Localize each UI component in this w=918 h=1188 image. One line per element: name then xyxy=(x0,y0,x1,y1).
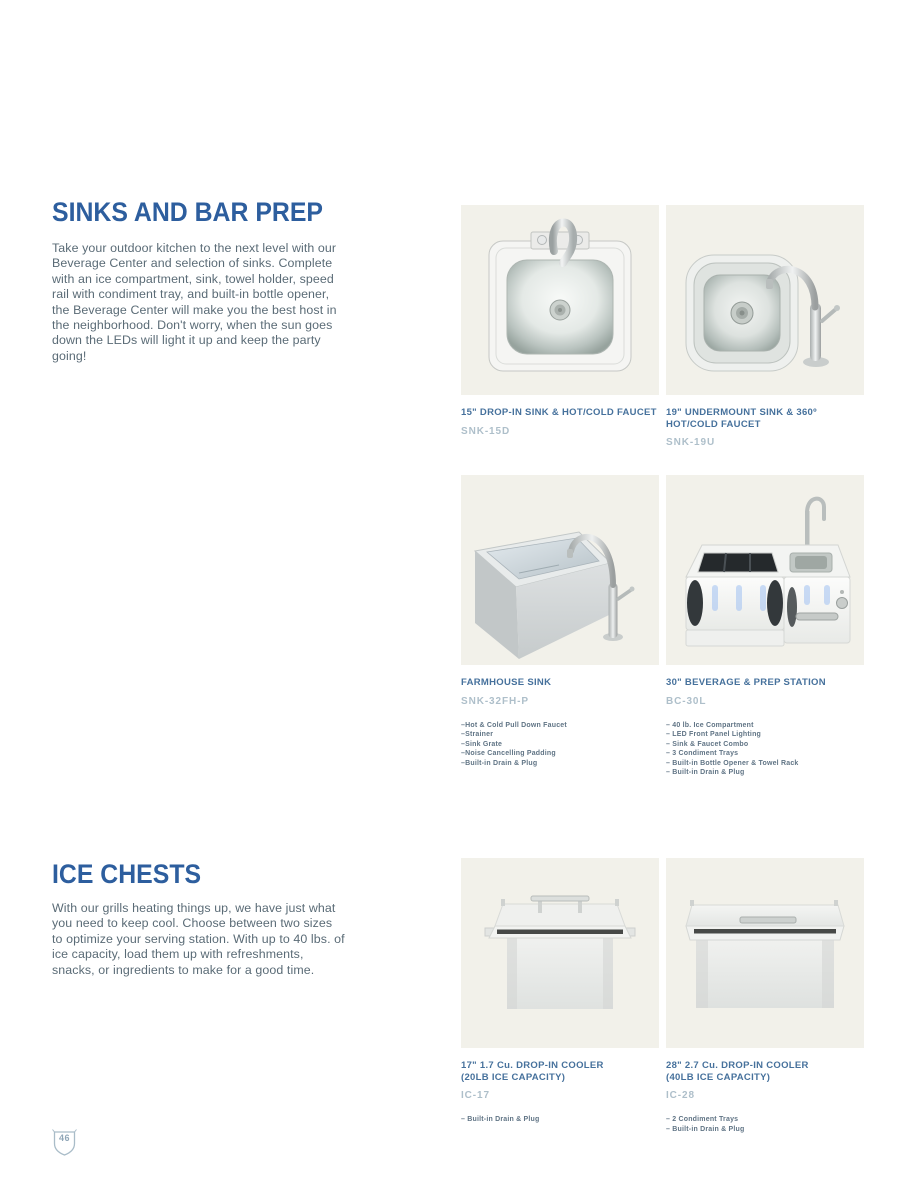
feature-item: – 2 Condiment Trays xyxy=(666,1116,739,1123)
product-card-ic-28 xyxy=(666,858,881,1134)
feature-item: –Strainer xyxy=(461,731,494,739)
product-name: 15" DROP-IN SINK & HOT/COLD FAUCET xyxy=(461,407,657,418)
drop-in-cooler-28-illustration xyxy=(666,858,864,1048)
drop-in-cooler-17-illustration xyxy=(461,858,659,1048)
section-description-ice-chests: With our grills heating things up, we have just what you need to keep cool. Choose between two sizes to optimize your serving station. With up to 40 lbs. of ice capacity, load them up with refreshments, snacks, or ingredients to make for a good time. xyxy=(52,901,345,977)
feature-item: – 40 lb. Ice Compartment xyxy=(666,721,754,729)
product-photo-cooler-17 xyxy=(461,858,659,1048)
feature-item: –Sink Grate xyxy=(461,740,503,748)
product-photo-cooler-28 xyxy=(666,858,864,1048)
feature-item: – Sink & Faucet Combo xyxy=(666,740,749,748)
feature-item: – 3 Condiment Trays xyxy=(666,750,739,758)
drop-in-sink-illustration xyxy=(461,205,659,395)
undermount-sink-illustration xyxy=(666,205,864,395)
product-name: 19" UNDERMOUNT SINK & 360º HOT/COLD FAUCET xyxy=(666,407,817,430)
beverage-station-illustration xyxy=(666,475,864,665)
feature-item: – Built-in Drain & Plug xyxy=(666,1125,745,1133)
product-photo-undermount-sink xyxy=(666,205,864,395)
product-card-snk-15d xyxy=(461,205,676,451)
product-name: FARMHOUSE SINK xyxy=(461,677,552,688)
product-photo-beverage-station xyxy=(666,475,864,665)
product-card-snk-32fh-p xyxy=(461,475,676,768)
farmhouse-sink-illustration xyxy=(461,475,659,665)
product-features xyxy=(461,1115,676,1125)
product-photo-drop-in-sink xyxy=(461,205,659,395)
page-number: 46 xyxy=(58,1133,70,1143)
section-description-sinks: Take your outdoor kitchen to the next level with our Beverage Center and selection of sinks. Complete with an ice compartment, sink, towel holder, speed rail with condiment tray, and built-in bottle opener, the Beverage Center will make you the best host in the neighborhood. Don't worry, when the sun goes down the LEDs will light it up and keep the party going! xyxy=(52,241,337,363)
product-sku: IC-28 xyxy=(666,1090,695,1101)
product-sku: SNK-15D xyxy=(461,425,511,437)
product-card-bc-30l xyxy=(666,475,881,778)
product-sku: IC-17 xyxy=(461,1090,490,1101)
product-photo-farmhouse-sink xyxy=(461,475,659,665)
product-sku: SNK-32FH-P xyxy=(461,695,529,707)
feature-item: –Hot & Cold Pull Down Faucet xyxy=(461,721,567,729)
section-title-sinks: SINKS AND BAR PREP xyxy=(52,197,323,227)
product-name: 28" 2.7 Cu. DROP-IN COOLER (40LB ICE CAPACITY) xyxy=(666,1060,809,1083)
product-sku: SNK-19U xyxy=(666,437,716,448)
product-sku: BC-30L xyxy=(666,695,707,707)
product-name: 30" BEVERAGE & PREP STATION xyxy=(666,677,826,688)
product-features xyxy=(666,721,881,779)
feature-item: –Noise Cancelling Padding xyxy=(461,750,556,758)
page-number-badge xyxy=(51,1127,78,1156)
product-card-snk-19u xyxy=(666,205,881,462)
product-features xyxy=(666,1115,881,1134)
product-features xyxy=(461,721,676,769)
feature-item: – Built-in Bottle Opener & Towel Rack xyxy=(666,759,799,767)
section-title-ice-chests: ICE CHESTS xyxy=(52,859,202,889)
feature-item: – Built-in Drain & Plug xyxy=(666,769,745,777)
product-name: 17" 1.7 Cu. DROP-IN COOLER (20LB ICE CAPACITY) xyxy=(461,1060,604,1083)
feature-item: – LED Front Panel Lighting xyxy=(666,731,762,739)
feature-item: – Built-in Drain & Plug xyxy=(461,1116,540,1123)
product-card-ic-17 xyxy=(461,858,676,1125)
feature-item: –Built-in Drain & Plug xyxy=(461,759,538,767)
